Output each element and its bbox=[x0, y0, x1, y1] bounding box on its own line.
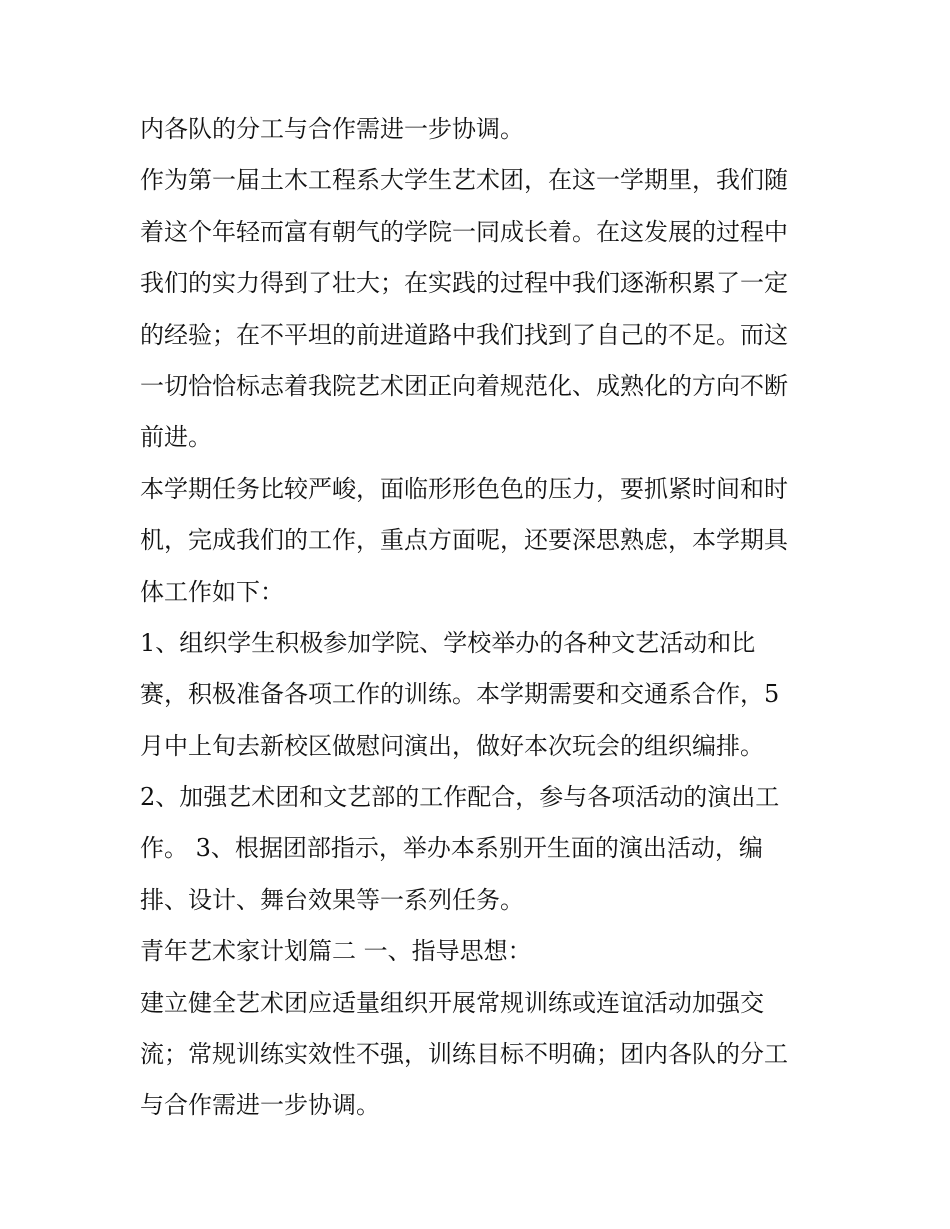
text-line: 与合作需进一步协调。 bbox=[140, 1091, 380, 1120]
text-line: 作。 3、根据团部指示，举办本系别开生面的演出活动，编 bbox=[140, 834, 763, 863]
text-line: 赛，积极准备各项工作的训练。本学期需要和交通系合作，5 bbox=[140, 680, 780, 709]
text-line: 前进。 bbox=[140, 423, 212, 452]
text-line: 流；常规训练实效性不强，训练目标不明确；团内各队的分工 bbox=[140, 1040, 788, 1069]
text-line: 月中上旬去新校区做慰问演出，做好本次玩会的组织编排。 bbox=[140, 731, 764, 760]
text-line: 本学期任务比较严峻，面临形形色色的压力，要抓紧时间和时 bbox=[140, 474, 788, 503]
text-line: 建立健全艺术团应适量组织开展常规训练或连谊活动加强交 bbox=[140, 988, 764, 1017]
text-line: 我们的实力得到了壮大；在实践的过程中我们逐渐积累了一定 bbox=[140, 269, 788, 298]
text-line: 作为第一届土木工程系大学生艺术团，在这一学期里，我们随 bbox=[140, 166, 788, 195]
text-line: 的经验；在不平坦的前进道路中我们找到了自己的不足。而这 bbox=[140, 320, 788, 349]
text-line: 1、组织学生积极参加学院、学校举办的各种文艺活动和比 bbox=[140, 628, 756, 657]
document-body bbox=[140, 104, 820, 1132]
text-line: 内各队的分工与合作需进一步协调。 bbox=[140, 115, 524, 143]
text-line: 一切恰恰标志着我院艺术团正向着规范化、成熟化的方向不断 bbox=[140, 371, 788, 400]
text-line: 排、设计、舞台效果等一系列任务。 bbox=[140, 885, 524, 914]
section-heading: 青年艺术家计划篇二 一、指导思想： bbox=[140, 937, 532, 966]
text-line: 机，完成我们的工作，重点方面呢，还要深思熟虑，本学期具 bbox=[140, 526, 788, 555]
text-line: 体工作如下： bbox=[140, 577, 284, 606]
text-line: 2、加强艺术团和文艺部的工作配合，参与各项活动的演出工 bbox=[140, 783, 780, 812]
text-line: 着这个年轻而富有朝气的学院一同成长着。在这发展的过程中 bbox=[140, 217, 788, 246]
